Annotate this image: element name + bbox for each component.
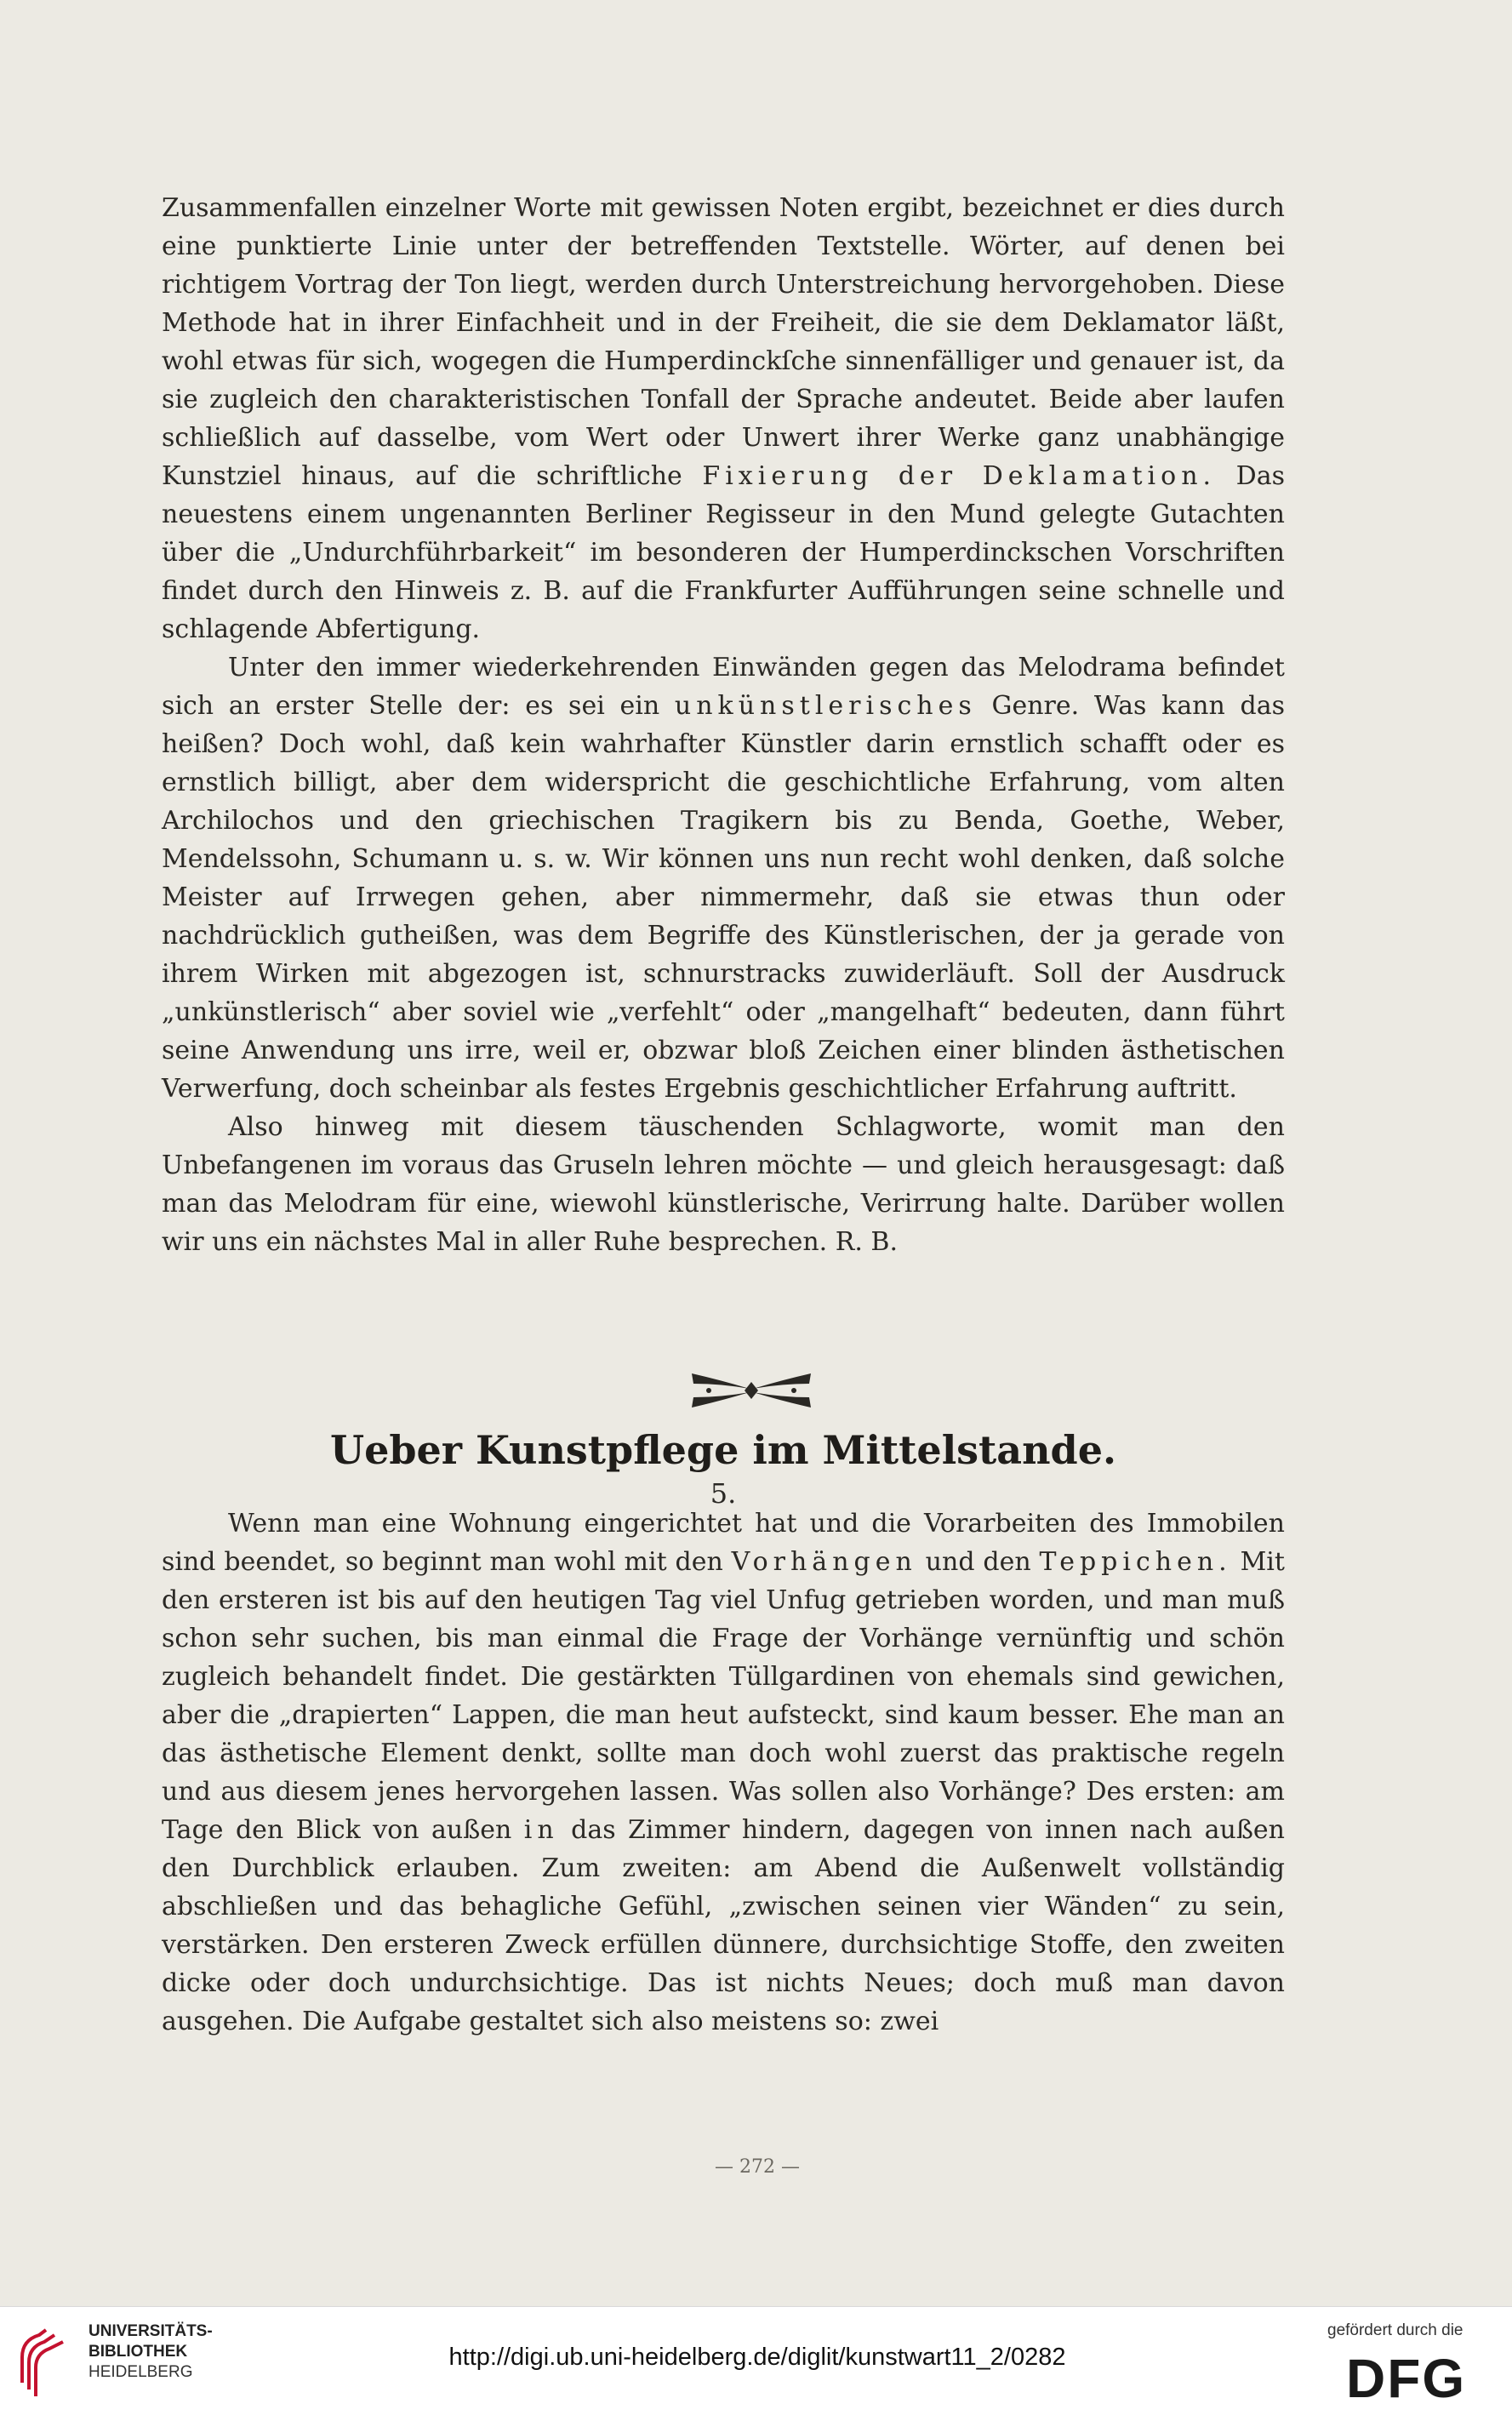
- paragraph: [162, 1505, 1285, 2041]
- spaced-emphasis: unkünstlerisches: [674, 691, 977, 721]
- library-name-line: HEIDELBERG: [88, 2363, 193, 2381]
- paragraph-text: und den: [925, 1547, 1031, 1577]
- paragraph: [162, 1108, 1285, 1261]
- spaced-emphasis: Teppichen.: [1039, 1547, 1232, 1577]
- author-signature: R. B.: [835, 1227, 898, 1257]
- paragraph-text: Das neuestens einem ungenannten Berliner Regisseur in den Mund gelegte Gutachten über die „Undurchführbarkeit“ im besonderen der Humperdinckschen Vorschriften findet durch den Hinweis z. B. auf die Frankfurter Aufführungen seine schnelle und schlagende Abfertigung.: [162, 461, 1285, 644]
- funded-by-label: gefördert durch die: [1327, 2321, 1464, 2339]
- spaced-emphasis: in: [523, 1815, 559, 1845]
- paragraph-text: Also hinweg mit diesem täuschenden Schlagworte, womit man den Unbefangenen im voraus das Gruseln lehren möchte — und gleich herausgesagt: daß man das Melodram für eine, wiewohl künstlerische, Verirrung halte. Darüber wollen wir uns ein nächstes Mal in aller Ruhe besprechen.: [162, 1112, 1285, 1257]
- section-number: 5.: [710, 1477, 737, 1510]
- paragraph-text: das Zimmer hindern, dagegen von innen nach außen den Durchblick erlauben. Zum zweiten: am Abend die Außenwelt vollständig abschließen und das behagliche Gefühl, „zwischen seinen vier Wänden“ zu sein, verstärken. Den ersteren Zweck erfüllen dünnere, durchsichtige Stoffe, den zweiten dicke oder doch undurchsichtige. Das ist nichts Neues; doch muß man davon ausgehen. Die Aufgabe gestaltet sich also meistens so: zwei: [162, 1815, 1285, 2036]
- spaced-emphasis: Vorhängen: [731, 1547, 917, 1577]
- article-body: [162, 1505, 1285, 2041]
- spaced-emphasis: Fixierung der Deklamation.: [702, 461, 1217, 491]
- dfg-logo: DFG: [1346, 2348, 1467, 2409]
- paragraph: [162, 189, 1285, 648]
- paragraph-text: Unter den immer wiederkehrenden Einwänden gegen das Melodrama befindet sich an erster Stelle der: es sei ein: [162, 653, 1285, 721]
- paragraph-text: Mit den ersteren ist bis auf den heutigen Tag viel Unfug getrieben worden, und man muß schon sehr suchen, bis man einmal die Frage der Vorhänge vernünftig und schön zugleich behandelt findet. Die gestärkten Tüllgardinen von ehemals sind gewichen, aber die „drapierten“ Lappen, die man heut aufsteckt, sind kaum besser. Ehe man an das ästhetische Element denkt, sollte man doch wohl zuerst das praktische regeln und aus diesem jenes hervorgehen lassen. Was sollen also Vorhänge? Des ersten: am Tage den Blick von außen: [162, 1547, 1285, 1845]
- paragraph-text: Wenn man eine Wohnung eingerichtet hat und die Vorarbeiten des Immobilen sind beendet, so beginnt man wohl mit den: [162, 1509, 1285, 1577]
- library-name-line: BIBLIOTHEK: [88, 2343, 188, 2361]
- ornament-divider-icon: [683, 1365, 819, 1416]
- paragraph-text: Zusammenfallen einzelner Worte mit gewissen Noten ergibt, bezeichnet er dies durch eine punktierte Linie unter der betreffenden Textstelle. Wörter, auf denen bei richtigem Vortrag der Ton liegt, werden durch Unterstreichung hervorgehoben. Diese Methode hat in ihrer Einfachheit und in der Freiheit, die sie dem Deklamator läßt, wohl etwas für sich, wogegen die Humperdinckſche sinnenfälliger und genauer ist, da sie zugleich den charakteristischen Tonfall der Sprache andeutet. Beide aber laufen schließlich auf dasselbe, vom Wert oder Unwert ihrer Werke ganz unabhängige Kunstziel hinaus, auf die schriftliche: [162, 193, 1285, 491]
- university-library-logo-icon: [15, 2323, 70, 2400]
- section-heading: Ueber Kunstpflege im Mittelstande.: [329, 1427, 1117, 1473]
- library-name-line: UNIVERSITÄTS-: [88, 2322, 213, 2340]
- page-number: — 272 —: [715, 2156, 800, 2178]
- library-name: [88, 2321, 259, 2383]
- paragraph-text: Genre. Was kann das heißen? Doch wohl, daß kein wahrhafter Künstler darin ernstlich schafft oder es ernstlich billigt, aber dem widerspricht die geschichtliche Erfahrung, vom alten Archilochos und den griechischen Tragikern bis zu Benda, Goethe, Weber, Mendelssohn, Schumann u. s. w. Wir können uns nun recht wohl denken, daß solche Meister auf Irrwegen gehen, aber nimmermehr, daß sie etwas thun oder nachdrücklich gutheißen, was dem Begriffe des Künstlerischen, der ja gerade von ihrem Wirken mit abgezogen ist, schnurstracks zuwiderläuft. Soll der Ausdruck „unkünstlerisch“ aber soviel wie „verfehlt“ oder „mangelhaft“ bedeuten, dann führt seine Anwendung uns irre, weil er, obzwar bloß Zeichen einer blinden ästhetischen Verwerfung, doch scheinbar als festes Ergebnis geschichtlicher Erfahrung auftritt.: [162, 691, 1285, 1104]
- source-url-link[interactable]: http://digi.ub.uni-heidelberg.de/diglit/kunstwart11_2/0282: [448, 2344, 1066, 2371]
- paragraph: [162, 648, 1285, 1108]
- article-continuation: [162, 189, 1285, 1261]
